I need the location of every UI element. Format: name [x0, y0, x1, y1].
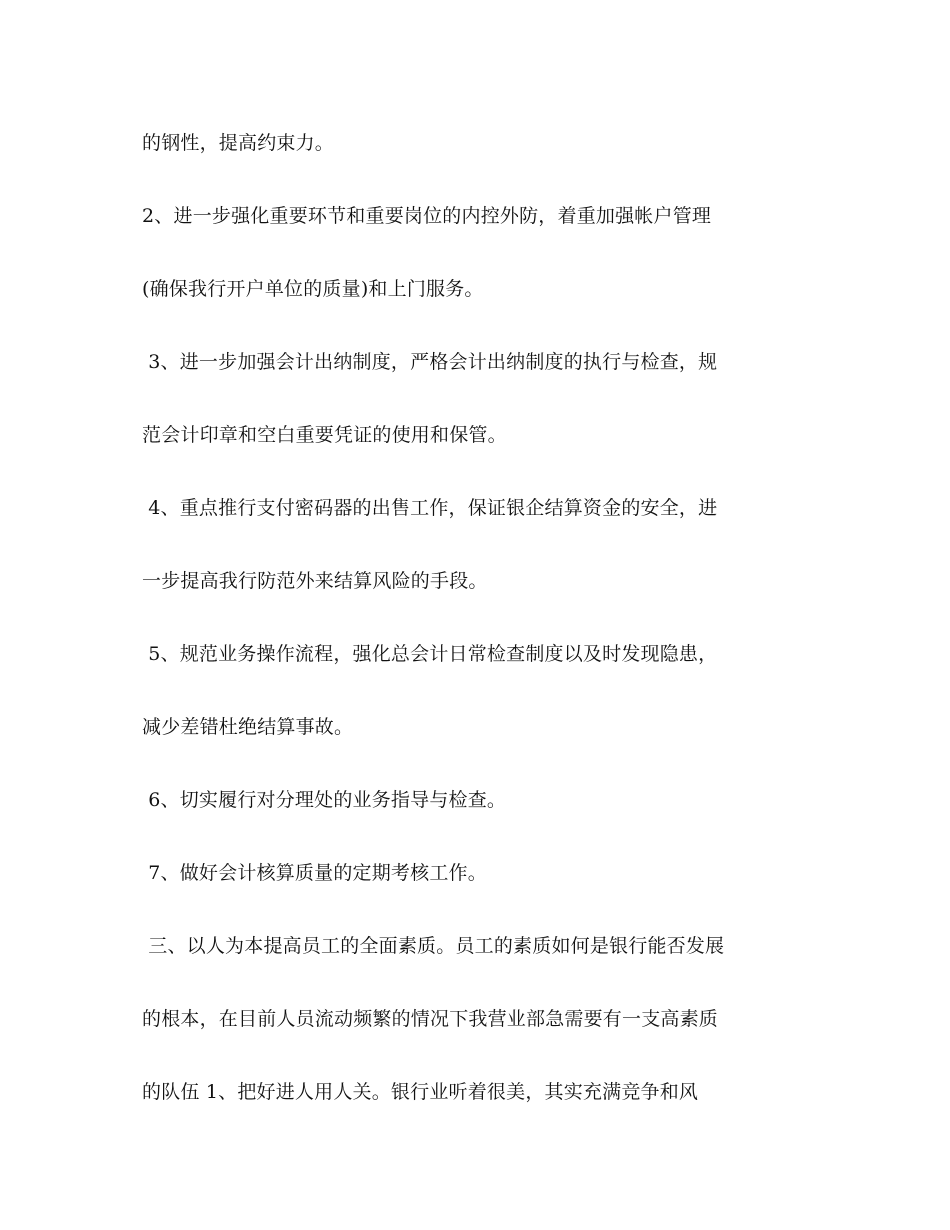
- text-line: 2、进一步强化重要环节和重要岗位的内控外防，着重加强帐户管理: [142, 205, 712, 227]
- text-line: 减少差错杜绝结算事故。: [142, 716, 354, 738]
- text-line: 3、进一步加强会计出纳制度，严格会计出纳制度的执行与检查，规: [142, 351, 718, 373]
- text-line: 一步提高我行防范外来结算风险的手段。: [142, 570, 488, 592]
- text-line: 5、规范业务操作流程，强化总会计日常检查制度以及时发现隐患，: [142, 643, 718, 665]
- text-line: 6、切实履行对分理处的业务指导与检查。: [142, 789, 507, 811]
- text-line: 的根本，在目前人员流动频繁的情况下我营业部急需要有一支高素质: [142, 1008, 719, 1030]
- text-line: 的队伍 1、把好进人用人关。银行业听着很美，其实充满竞争和风: [142, 1081, 699, 1103]
- text-line: 的钢性，提高约束力。: [142, 132, 335, 154]
- text-line: 范会计印章和空白重要凭证的使用和保管。: [142, 424, 507, 446]
- text-line: (确保我行开户单位的质量)和上门服务。: [142, 278, 484, 300]
- text-line: 7、做好会计核算质量的定期考核工作。: [142, 862, 487, 884]
- text-line: 4、重点推行支付密码器的出售工作，保证银企结算资金的安全，进: [142, 497, 718, 519]
- text-line: 三、以人为本提高员工的全面素质。员工的素质如何是银行能否发展: [142, 935, 725, 957]
